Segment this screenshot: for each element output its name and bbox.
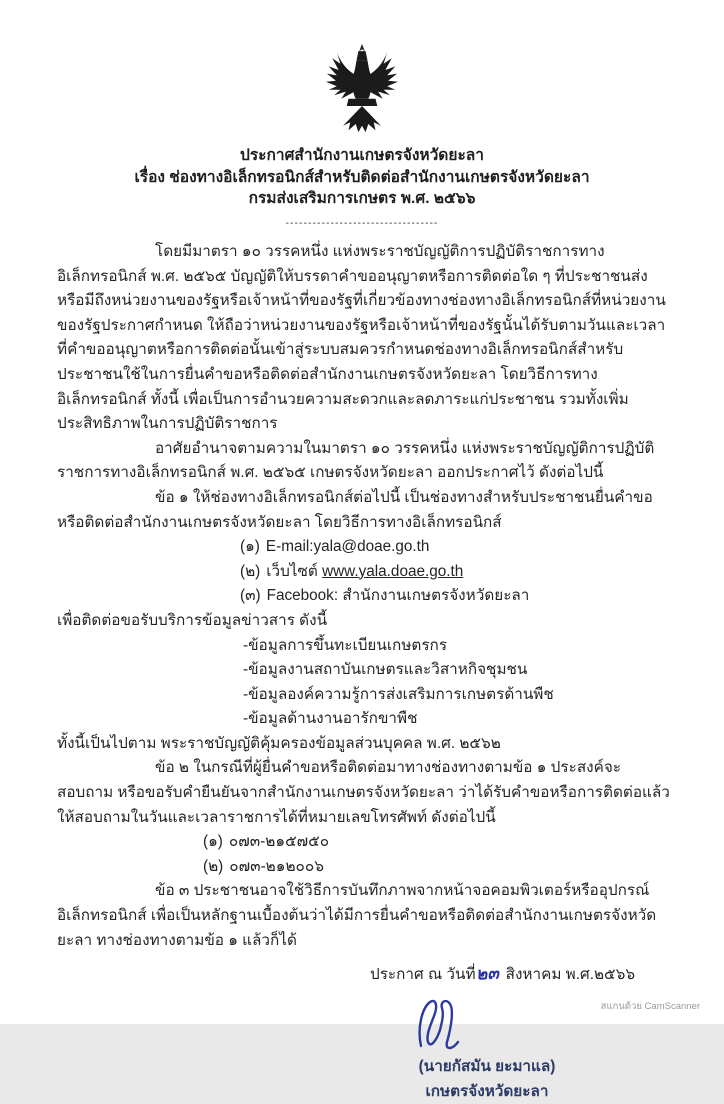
handwritten-day-number: ๒๓ (475, 963, 499, 984)
services-intro: เพื่อติดต่อขอรับบริการข้อมูลข่าวสาร ดังนี้ (57, 611, 328, 629)
service-item: -ข้อมูลองค์ความรู้การส่งเสริมการเกษตรด้านพืช (243, 685, 554, 703)
emblem-container (0, 0, 724, 141)
paragraph-authority: อาศัยอำนาจตามความในมาตรา ๑๐ วรรคหนึ่ง แห่งพระราชบัญญัติการปฏิบัติราชการทางอิเล็กทรอนิกส์ พ.ศ. ๒๕๖๕ เกษตรจังหวัดยะลา ออกประกาศไว้ ดังต่อไปนี้ (57, 439, 655, 482)
service-item: -ข้อมูลการขึ้นทะเบียนเกษตรกร (243, 636, 448, 654)
service-item: -ข้อมูลงานสถาบันเกษตรและวิสาหกิจชุมชน (243, 661, 528, 679)
phone-item (203, 830, 674, 855)
paragraph-clause-1: ข้อ ๑ ให้ช่องทางอิเล็กทรอนิกส์ต่อไปนี้ เป็นช่องทางสำหรับประชาชนยื่นคำขอหรือติดต่อสำนักงานเกษตรจังหวัดยะลา โดยวิธีการทางอิเล็กทรอนิกส์ (57, 488, 653, 531)
channel-number: (๓) (240, 587, 261, 605)
channel-item-facebook (240, 584, 674, 609)
handwritten-signature (407, 992, 471, 1054)
phone-number-list (203, 830, 674, 879)
paragraph-clause-3: ข้อ ๓ ประชาชนอาจใช้วิธีการบันทึกภาพจากหน้าจอคอมพิวเตอร์หรืออุปกรณ์อิเล็กทรอนิกส์ เพื่อเป็นหลักฐานเบื้องต้นว่าได้มีการยื่นคำขอหรือติดต่อสำนักงานเกษตรจังหวัดยะลา ทางช่องทางตามข้อ ๑ แล้วก็ได้ (57, 882, 657, 949)
announcement-date-line (370, 962, 674, 988)
document-body (0, 234, 724, 1104)
channel-item-website (240, 560, 674, 585)
document-title-block (0, 145, 724, 234)
date-suffix: สิงหาคม พ.ศ.๒๕๖๖ (505, 966, 636, 984)
website-url-text: www.yala.doae.go.th (322, 562, 464, 580)
title-office: ประกาศสำนักงานเกษตรจังหวัดยะลา (240, 147, 484, 164)
phone-number-value: ๐๗๓-๒๑๒๐๐๖ (229, 857, 324, 875)
paragraph-preamble: โดยมีมาตรา ๑๐ วรรคหนึ่ง แห่งพระราชบัญญัติการปฏิบัติราชการทางอิเล็กทรอนิกส์ พ.ศ. ๒๕๖๕ บัญญัติให้บรรดาคำขออนุญาตหรือการติดต่อใด ๆ ที่ประชาชนส่งหรือมีถึงหน่วยงานของรัฐหรือเจ้าหน้าที่ของรัฐที่เกี่ยวข้องทางช่องทางอิเล็กทรอนิกส์ที่หน่วยงานของรัฐประกาศกำหนด ให้ถือว่าหน่วยงานของรัฐหรือเจ้าหน้าที่ของรัฐนั้นได้รับตามวันและเวลาที่คำขออนุญาตหรือการติดต่อนั้นเข้าสู่ระบบสมควรกำหนดช่องทางอิเล็กทรอนิกส์สำหรับประชาชนใช้ในการยื่นคำขอหรือติดต่อสำนักงานเกษตรจังหวัดยะลา โดยวิธีการทางอิเล็กทรอนิกส์ ทั้งนี้ เพื่อเป็นการอำนวยความสะดวกและลดภาระแก่ประชาชน รวมทั้งเพิ่มประสิทธิภาพในการปฏิบัติราชการ (57, 243, 666, 433)
electronic-channel-list (240, 535, 674, 609)
phone-number-value: ๐๗๓-๒๑๕๗๕๐ (228, 833, 330, 851)
channel-facebook-text: Facebook: สำนักงานเกษตรจังหวัดยะลา (266, 587, 530, 605)
paragraph-clause-2: ข้อ ๒ ในกรณีที่ผู้ยื่นคำขอหรือติดต่อมาทางช่องทางตามข้อ ๑ ประสงค์จะสอบถาม หรือขอรับคำยืนยันจากสำนักงานเกษตรจังหวัดยะลา ว่าได้รับคำขอหรือการติดต่อแล้วให้สอบถามในวันและเวลาราชการได้ที่หมายเลขโทรศัพท์ ดังต่อไปนี้ (57, 759, 670, 826)
channel-email-text: E-mail:yala@doae.go.th (265, 538, 430, 556)
date-prefix: ประกาศ ณ วันที่ (370, 966, 476, 984)
information-service-list (243, 634, 674, 732)
garuda-emblem-icon (317, 40, 407, 136)
signer-name: (นายกัสมัน ยะมาแล) (418, 1057, 556, 1075)
phone-item (203, 855, 674, 880)
title-department: กรมส่งเสริมการเกษตร พ.ศ. ๒๕๖๖ (248, 190, 476, 207)
signer-position: เกษตรจังหวัดยะลา (425, 1082, 549, 1100)
phone-number-index: (๒) (203, 857, 224, 875)
pdpa-reference: ทั้งนี้เป็นไปตาม พระราชบัญญัติคุ้มครองข้อมูลส่วนบุคคล พ.ศ. ๒๕๖๒ (57, 734, 501, 752)
title-subject: เรื่อง ช่องทางอิเล็กทรอนิกส์สำหรับติดต่อสำนักงานเกษตรจังหวัดยะลา (134, 168, 590, 186)
dashed-separator: ---------------------------------- (285, 216, 439, 229)
channel-number: (๑) (240, 538, 260, 556)
channel-website-label: เว็บไซต์ (266, 562, 323, 580)
camscanner-watermark: สแกนด้วย CamScanner (600, 1001, 700, 1012)
signature-block (337, 992, 637, 1104)
service-item: -ข้อมูลด้านงานอารักขาพืช (243, 710, 418, 728)
channel-item-email (240, 535, 674, 560)
phone-number-index: (๑) (203, 833, 223, 851)
channel-number: (๒) (240, 562, 261, 580)
